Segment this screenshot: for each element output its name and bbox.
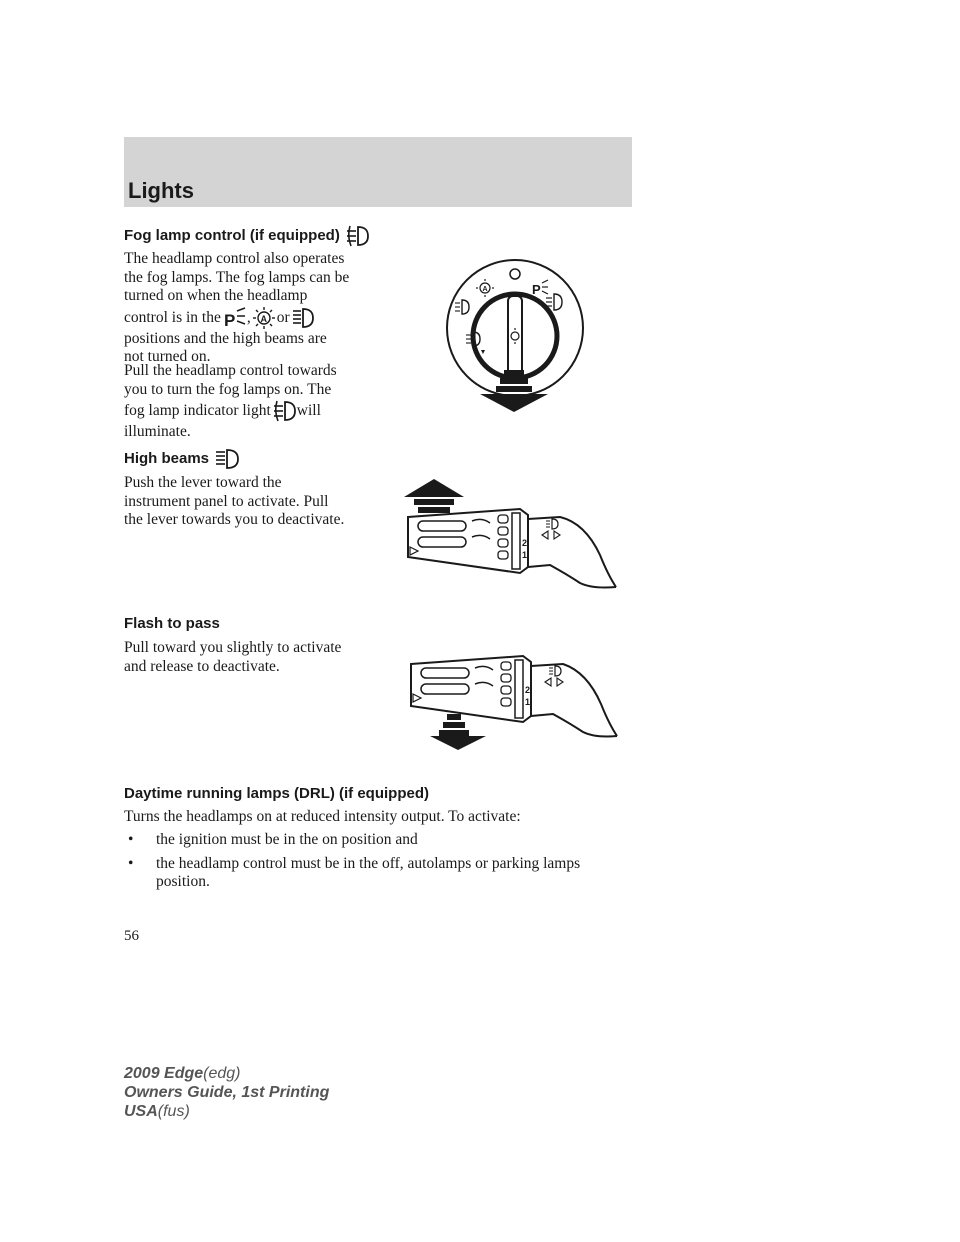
auto-letter: A — [260, 313, 267, 324]
text-line: Push the lever toward the — [124, 474, 282, 491]
pull-arrow-icon — [439, 714, 469, 736]
footer-line-2 — [124, 1083, 329, 1102]
text-fragment: or — [276, 308, 290, 326]
high-beams-heading-text: High beams — [124, 449, 210, 467]
bullet-text: position. — [156, 873, 210, 890]
high-beam-icon — [213, 448, 241, 470]
autolamp-icon — [251, 306, 277, 330]
text-fragment: fog lamp indicator light — [124, 402, 271, 419]
footer-printing: Owners Guide, 1st Printing — [124, 1084, 330, 1101]
parking-lamp-icon — [221, 307, 247, 329]
dial-auto-letter: A — [482, 286, 488, 293]
lever-turn-signal-symbol — [545, 678, 563, 686]
text-line-with-icons — [124, 306, 349, 330]
headlamp-dial-illustration — [440, 250, 600, 420]
bullet-symbol: • — [128, 831, 134, 848]
text-line: Pull toward you slightly to activate — [124, 639, 342, 656]
drl-intro: Turns the headlamps on at reduced intensity output. To activate: — [124, 808, 521, 825]
text-fragment: control is in the — [124, 308, 221, 326]
bullet-text: the headlamp control must be in the off, autolamps or parking lamps — [156, 855, 581, 872]
fog-lamp-indicator-icon — [271, 400, 297, 422]
text-line: illuminate. — [124, 423, 191, 440]
fog-lamp-icon — [344, 225, 370, 247]
footer-model-code: (edg) — [203, 1065, 241, 1082]
headlamp-icon — [290, 307, 316, 329]
text-line-with-icon — [124, 399, 337, 423]
header-band — [124, 137, 632, 207]
lever-high-beam-symbol — [549, 666, 561, 676]
text-line: not turned on. — [124, 348, 211, 365]
flash-to-pass-paragraph — [124, 639, 341, 676]
footer-line-3 — [124, 1102, 329, 1121]
text-line: positions and the high beams are — [124, 329, 327, 347]
flash-to-pass-lever-illustration — [405, 650, 620, 750]
text-line: Pull the headlamp control towards — [124, 362, 337, 379]
dial-parking-symbol — [532, 280, 548, 297]
lever-speed-1: 1 — [525, 697, 531, 707]
parking-letter: P — [223, 310, 236, 329]
section-title: Lights — [128, 178, 194, 203]
bullet-symbol: • — [128, 855, 134, 872]
text-line: instrument panel to activate. Pull — [124, 492, 329, 510]
footer-country-code: (fus) — [157, 1103, 190, 1120]
text-fragment: will — [296, 402, 321, 419]
text-line: and release to deactivate. — [124, 657, 280, 675]
footer-line-1 — [124, 1064, 329, 1083]
page-number: 56 — [124, 928, 139, 944]
fog-paragraph-2 — [124, 362, 337, 442]
dial-parking-letter: P — [532, 282, 541, 297]
dial-fog-symbol-left — [455, 300, 469, 314]
fog-lamp-heading-text: Fog lamp control (if equipped) — [124, 226, 340, 244]
text-line: turned on when the headlamp — [124, 287, 308, 304]
lever-high-beam-symbol — [546, 519, 558, 529]
text-line: the fog lamps. The fog lamps can be — [124, 268, 350, 286]
flash-to-pass-heading: Flash to pass — [124, 615, 220, 632]
text-line: the lever towards you to deactivate. — [124, 511, 345, 528]
dial-auto-symbol — [476, 279, 494, 297]
high-beams-paragraph — [124, 474, 344, 530]
text-fragment: , — [246, 308, 251, 326]
footer-country: USA — [124, 1103, 158, 1120]
bullet-text: the ignition must be in the on position and — [156, 831, 418, 848]
text-line: The headlamp control also operates — [124, 250, 345, 267]
lever-speed-2: 2 — [525, 685, 531, 695]
footer — [124, 1064, 329, 1121]
text-line: you to turn the fog lamps on. The — [124, 380, 332, 398]
lever-turn-signal-symbol — [542, 531, 560, 539]
pull-arrow-head-icon — [430, 736, 486, 750]
fog-lamp-heading — [124, 225, 370, 247]
fog-paragraph-1 — [124, 250, 349, 367]
footer-model: 2009 Edge — [124, 1065, 204, 1082]
lever-speed-2: 2 — [522, 538, 528, 548]
high-beams-heading — [124, 448, 241, 470]
drl-heading: Daytime running lamps (DRL) (if equipped) — [124, 785, 430, 802]
high-beam-lever-illustration — [400, 475, 620, 600]
lever-speed-1: 1 — [522, 550, 528, 560]
